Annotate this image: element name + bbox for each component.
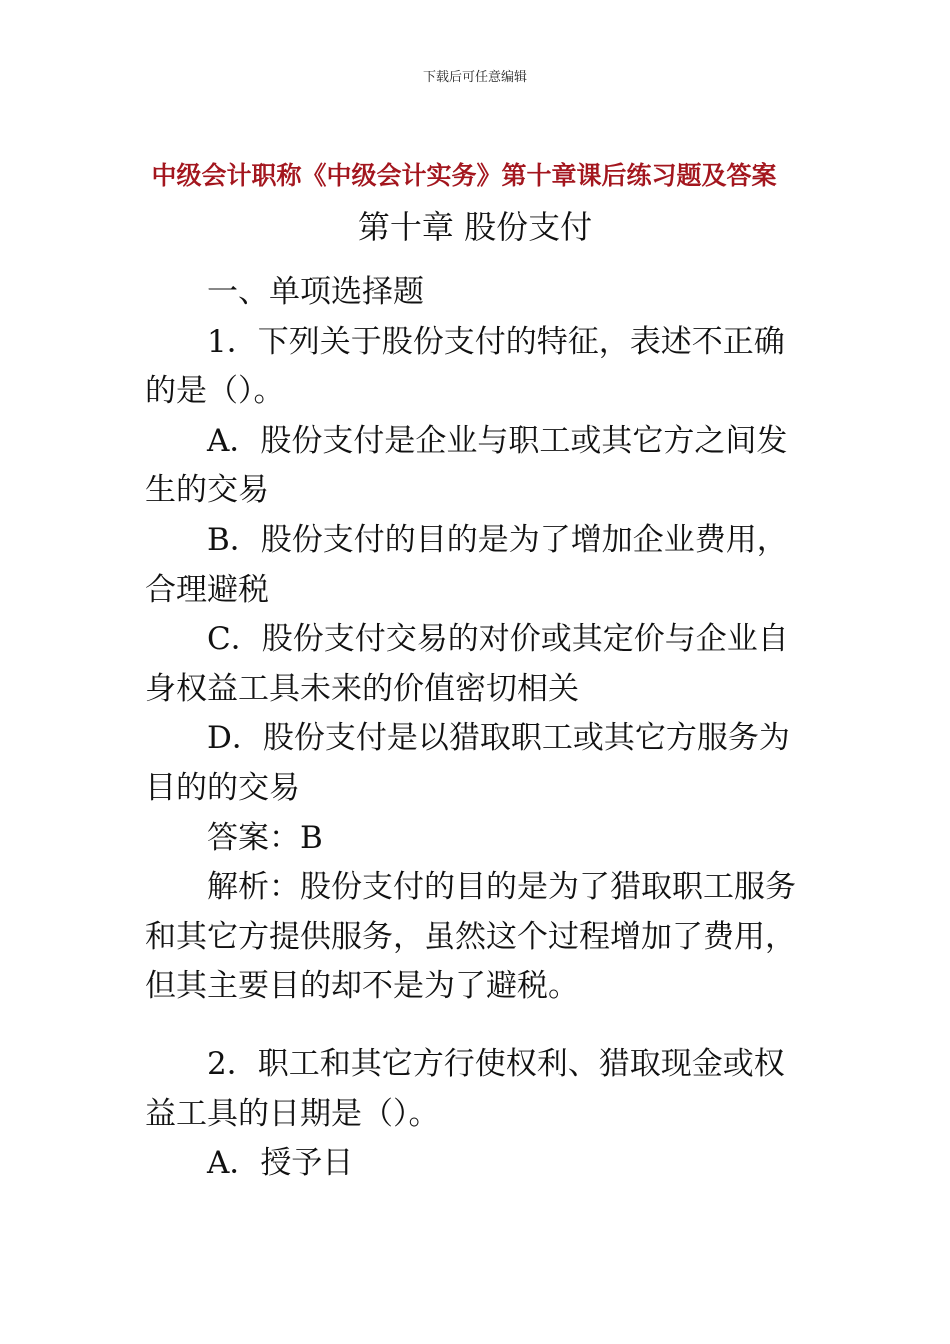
section-heading: 一、单项选择题 xyxy=(207,274,424,310)
question-1-option-a: A．股份支付是企业与职工或其它方之间发生的交易 xyxy=(145,422,788,509)
paragraph-gap xyxy=(145,1012,805,1040)
question-1-stem: 1．下列关于股份支付的特征，表述不正确的是（）。 xyxy=(145,323,785,410)
chapter-title: 第十章 股份支付 xyxy=(357,208,593,246)
question-1-option-d: D．股份支付是以猎取职工或其它方服务为目的的交易 xyxy=(145,720,790,806)
question-1-option-b: B．股份支付的目的是为了增加企业费用，合理避税 xyxy=(145,521,788,608)
document-body xyxy=(145,268,805,1189)
question-1-option-c: C．股份支付交易的对价或其定价与企业自身权益工具未来的价值密切相关 xyxy=(145,621,789,707)
question-2-option-a: A．授予日 xyxy=(207,1145,354,1182)
header-note: 下载后可任意编辑 xyxy=(422,70,527,85)
question-2-stem: 2．职工和其它方行使权利、猎取现金或权益工具的日期是（）。 xyxy=(145,1045,785,1132)
question-1-answer: 答案：B xyxy=(207,819,323,856)
document-title: 中级会计职称《中级会计实务》第十章课后练习题及答案 xyxy=(151,161,777,190)
question-1-analysis: 解析：股份支付的目的是为了猎取职工服务和其它方提供服务，虽然这个过程增加了费用，但其主要目的却不是为了避税。 xyxy=(145,869,796,1005)
